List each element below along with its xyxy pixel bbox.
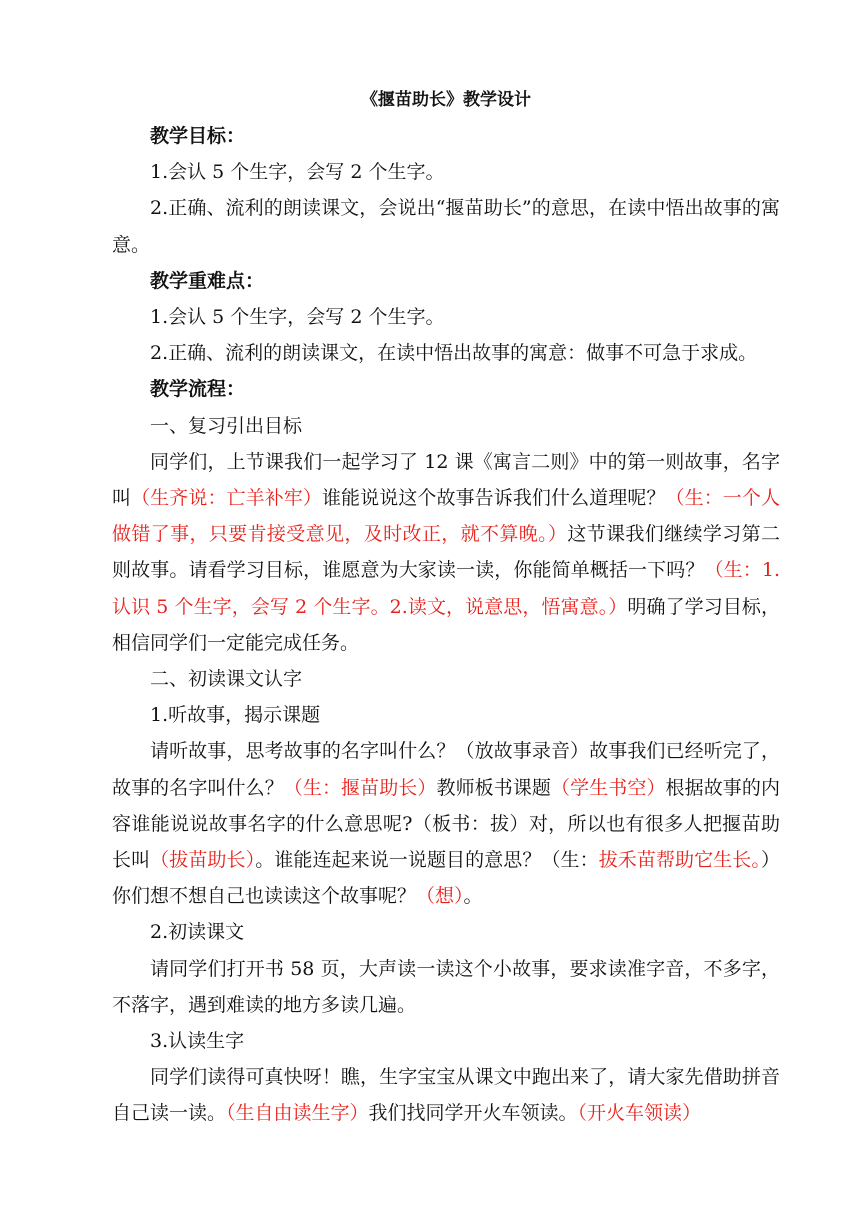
- document-body: [112, 84, 780, 1132]
- keypoint-item-2: 2.正确、流利的朗读课文，在读中悟出故事的寓意：做事不可急于求成。: [150, 342, 758, 365]
- student-response: （开火车领读）: [577, 1102, 702, 1125]
- subsection-1-title: 1.听故事，揭示课题: [150, 704, 321, 727]
- document-title: 《揠苗助长》教学设计: [361, 90, 531, 110]
- teacher-text: 。谁能连起来说一说题目的意思？（生：: [255, 849, 599, 872]
- teacher-text: 教师板书课题: [436, 776, 552, 799]
- subsection-3-paragraph: [112, 1059, 780, 1131]
- teacher-text: 同学们，上节课我们一起学习了 12 课《寓言二则》中的第一则故事，名字叫: [112, 450, 780, 510]
- teacher-text: 我们找同学开火车领读。: [368, 1102, 578, 1125]
- student-response: （想）: [416, 885, 464, 908]
- keypoints-heading: 教学重难点：: [150, 269, 265, 292]
- teacher-text: 请听故事，思考故事的名字叫什么？（放故事录音）故事我们已经听完了，故事的名字叫什么？: [112, 740, 780, 799]
- subsection-1-paragraph: [112, 733, 780, 914]
- goal-item-2: 2.正确、流利的朗读课文，会说出“揠苗助长”的意思，在读中悟出故事的寓意。: [112, 197, 780, 256]
- teacher-text: 这节课我们继续学习第二则故事。请看学习目标，谁愿意为大家读一读，你能简单概括一下吗？: [112, 523, 780, 582]
- teacher-text: 根据故事的内容谁能说说故事名字的什么意思呢?（板书：拔）对，所以也有很多人把揠苗助长叫: [112, 776, 780, 872]
- subsection-2-paragraph: 请同学们打开书 58 页，大声读一读这个小故事，要求读准字音，不多字，不落字，遇到难读的地方多读几遍。: [112, 957, 780, 1016]
- subsection-3-title: 3.认读生字: [150, 1030, 245, 1053]
- student-response: （学生书空）: [551, 776, 666, 799]
- student-response: （生：揠苗助长）: [283, 776, 437, 799]
- goal-item-1: 1.会认 5 个生字，会写 2 个生字。: [150, 161, 445, 184]
- teacher-text: 明确了学习目标，相信同学们一定能完成任务。: [112, 595, 780, 654]
- teacher-text: 同学们读得可真快呀！瞧，生字宝宝从课文中跑出来了，请大家先借助拼音自己读一读。: [112, 1066, 780, 1125]
- process-heading: 教学流程：: [150, 378, 246, 401]
- teacher-text: ）你们想不想自己也读读这个故事呢？: [112, 849, 780, 908]
- subsection-2-title: 2.初读课文: [150, 921, 245, 944]
- section-2-title: 二、初读课文认字: [150, 668, 303, 691]
- student-response: 拔禾苗帮助它生长。: [598, 849, 761, 872]
- student-response: （生齐说：亡羊补牢）: [131, 487, 322, 510]
- goals-heading: 教学目标：: [150, 125, 246, 147]
- student-response: （生自由读生字）: [226, 1102, 369, 1125]
- student-response: （拔苗助长）: [150, 849, 256, 872]
- student-response: （生：一个人做错了事，只要肯接受意见，及时改正，就不算晚。）: [112, 487, 780, 546]
- section-1-title: 一、复习引出目标: [150, 414, 303, 437]
- teacher-text: 。: [463, 885, 483, 908]
- section-1-paragraph: [112, 444, 780, 661]
- student-response: （生：1.认识 5 个生字，会写 2 个生字。2.读文，说意思，悟寓意。）: [112, 559, 780, 618]
- keypoint-item-1: 1.会认 5 个生字，会写 2 个生字。: [150, 306, 445, 329]
- teacher-text: 谁能说说这个故事告诉我们什么道理呢？: [321, 487, 666, 510]
